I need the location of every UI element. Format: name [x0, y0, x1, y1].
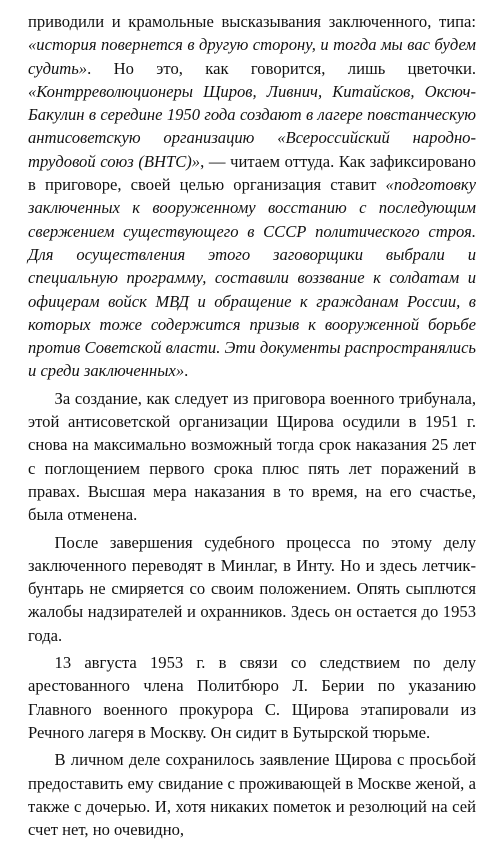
- text-run: В личном деле сохранилось заявление Щирова с просьбой предоставить ему свидание с проживающей в Москве женой, а также с дочерью. И, хотя никаких пометок и резолюций на сей счет нет, но очевидно,: [28, 750, 476, 840]
- text-run: 13 августа 1953 г. в связи со следствием по делу арестованного члена Политбюро Л. Берии по указанию Главного военного прокурора С. Щирова этапировали из Речного лагеря в Москву. Он сидит в Бутырской тюрьме.: [28, 653, 476, 742]
- text-run: После завершения судебного процесса по этому делу заключенного переводят в Минлаг, в Инту. Но и здесь летчик-бунтарь не смиряется со своим положением. Опять сыплются жалобы надзирателей и охранников. Здесь он остается до 1953 года.: [28, 532, 476, 645]
- paragraph-4: [28, 651, 476, 744]
- italic-quote: «история повернется в другую сторону, и тогда мы вас будем судить»: [28, 35, 476, 78]
- text-run: . Но это, как говорится, лишь цветочки.: [87, 58, 476, 78]
- text-run: , — читаем оттуда. Как зафиксировано в приговоре, своей целью организация ставит: [28, 151, 476, 195]
- italic-quote: «подготовку заключенных к вооруженному восстанию с последующим свержением существующего в СССР политического строя. Для осуществления этого заговорщики выбрали и специальную программу, составили воззвание к солдатам и офицерам войск МВД и обращение к гражданам России, в которых тоже содержится призыв к вооруженной борьбе против Советской власти. Эти документы распространялись и среди заключенных»: [28, 175, 476, 381]
- paragraph-3: [28, 531, 476, 647]
- text-run: приводили и крамольные высказывания заключенного, типа:: [28, 12, 476, 31]
- paragraph-5: [28, 748, 476, 841]
- italic-quote: «Контрреволюционеры Щиров, Ливнич, Китайсков, Оксюч-Бакулин в середине 1950 года создают в лагере повстанческую антисоветскую организацию «Всероссийский народно-трудовой союз (ВНТС)»: [28, 81, 476, 171]
- text-run: .: [184, 361, 189, 381]
- text-run: За создание, как следует из приговора военного трибунала, этой антисоветской организации Щирова осудили в 1951 г. снова на максимально возможный тогда срок наказания 25 лет с поглощением первого срока плюс пять лет поражений в правах. Высшая мера наказания в то время, на его счастье, была отменена.: [28, 388, 476, 525]
- paragraph-1: [28, 10, 476, 383]
- book-page-text: [28, 10, 476, 845]
- paragraph-2: [28, 387, 476, 527]
